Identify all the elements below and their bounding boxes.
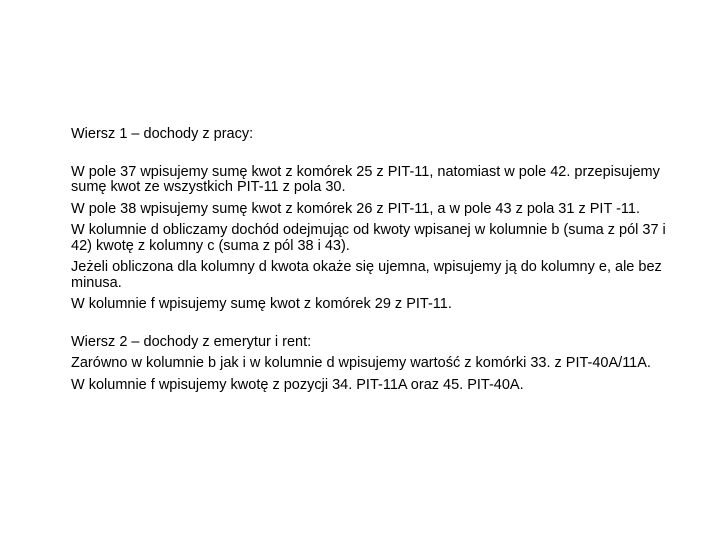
section-heading: Wiersz 2 – dochody z emerytur i rent: [71,333,312,350]
paragraph: Jeżeli obliczona dla kolumny d kwota okaże się ujemna, wpisujemy ją do kolumny e, ale bez minusa. [71,259,662,291]
section-spacer [71,319,671,335]
section-work-income [71,127,671,313]
paragraph: W kolumnie f wpisujemy sumę kwot z komórek 29 z PIT-11. [71,296,452,312]
slide-content [71,127,671,399]
paragraph: W kolumnie f wpisujemy kwotę z pozycji 34. PIT-11A oraz 45. PIT-40A. [71,376,524,393]
paragraph: W kolumnie d obliczamy dochód odejmując od kwoty wpisanej w kolumnie b (suma z pól 37 i 42) kwotę z kolumny c (suma z pól 38 i 43). [71,222,666,254]
section-heading: Wiersz 1 – dochody z pracy: [71,126,254,142]
section-pension-income [71,335,671,394]
paragraph: W pole 38 wpisujemy sumę kwot z komórek 26 z PIT-11, a w pole 43 z pola 31 z PIT -11. [71,200,640,217]
paragraph: Zarówno w kolumnie b jak i w kolumnie d wpisujemy wartość z komórki 33. z PIT-40A/11A. [71,355,651,371]
paragraph: W pole 37 wpisujemy sumę kwot z komórek 25 z PIT-11, natomiast w pole 42. przepisujemy sumę kwot ze wszystkich PIT-11 z pola 30. [71,163,660,195]
